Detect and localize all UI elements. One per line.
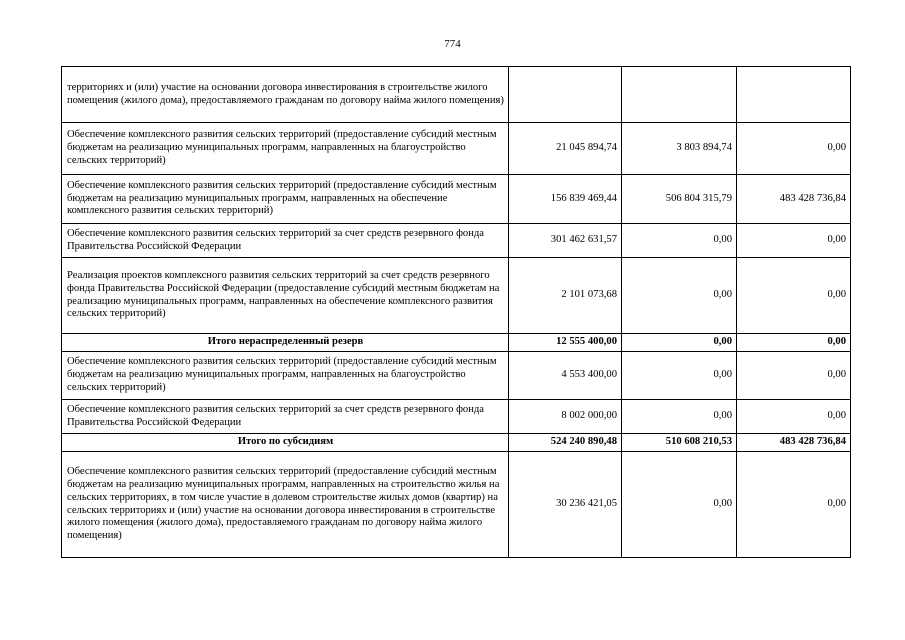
value-col-3: 0,00 <box>737 352 851 400</box>
row-description: Обеспечение комплексного развития сельских территорий (предоставление субсидий местным бюджетам на реализацию муниципальных программ, направленных на обеспечение комплексного развития сельских территорий) <box>62 175 509 224</box>
total-label: Итого по субсидиям <box>62 434 509 452</box>
subtotal-row <box>62 334 851 352</box>
value-col-3: 0,00 <box>737 123 851 175</box>
value-col-2: 0,00 <box>622 224 737 258</box>
table-body <box>62 67 851 558</box>
value-col-2: 0,00 <box>622 258 737 334</box>
value-col-2: 0,00 <box>622 400 737 434</box>
value-col-3: 0,00 <box>737 224 851 258</box>
value-col-1: 12 555 400,00 <box>509 334 622 352</box>
value-col-1: 301 462 631,57 <box>509 224 622 258</box>
value-col-1: 21 045 894,74 <box>509 123 622 175</box>
row-description: Обеспечение комплексного развития сельских территорий (предоставление субсидий местным бюджетам на реализацию муниципальных программ, направленных на благоустройство сельских территорий) <box>62 352 509 400</box>
value-col-1: 2 101 073,68 <box>509 258 622 334</box>
value-col-2: 0,00 <box>622 334 737 352</box>
value-col-1: 8 002 000,00 <box>509 400 622 434</box>
table-row <box>62 352 851 400</box>
row-description: Реализация проектов комплексного развития сельских территорий за счет средств резервного фонда Правительства Российской Федерации (предоставление субсидий местным бюджетам на реализацию муниципальных программ, направленных на обеспечение комплексного развития сельских территорий) <box>62 258 509 334</box>
value-col-3: 0,00 <box>737 452 851 558</box>
table-row <box>62 224 851 258</box>
value-col-3: 0,00 <box>737 400 851 434</box>
row-description: территориях и (или) участие на основании договора инвестирования в строительстве жилого помещения (жилого дома), предоставляемого гражданам по договору найма жилого помещения) <box>62 67 509 123</box>
value-col-3: 0,00 <box>737 334 851 352</box>
value-col-2 <box>622 67 737 123</box>
value-col-1: 156 839 469,44 <box>509 175 622 224</box>
total-row <box>62 434 851 452</box>
value-col-1: 524 240 890,48 <box>509 434 622 452</box>
value-col-3: 483 428 736,84 <box>737 434 851 452</box>
value-col-3 <box>737 67 851 123</box>
page-number: 774 <box>444 38 461 50</box>
table-row <box>62 123 851 175</box>
value-col-1: 30 236 421,05 <box>509 452 622 558</box>
value-col-2: 3 803 894,74 <box>622 123 737 175</box>
value-col-2: 506 804 315,79 <box>622 175 737 224</box>
value-col-2: 510 608 210,53 <box>622 434 737 452</box>
row-description: Обеспечение комплексного развития сельских территорий за счет средств резервного фонда Правительства Российской Федерации <box>62 400 509 434</box>
row-description: Обеспечение комплексного развития сельских территорий (предоставление субсидий местным бюджетам на реализацию муниципальных программ, направленных на благоустройство сельских территорий) <box>62 123 509 175</box>
table-row <box>62 258 851 334</box>
value-col-3: 0,00 <box>737 258 851 334</box>
table-row <box>62 175 851 224</box>
value-col-2: 0,00 <box>622 452 737 558</box>
table-row <box>62 400 851 434</box>
budget-table <box>61 66 851 558</box>
value-col-1 <box>509 67 622 123</box>
value-col-2: 0,00 <box>622 352 737 400</box>
row-description: Обеспечение комплексного развития сельских территорий за счет средств резервного фонда Правительства Российской Федерации <box>62 224 509 258</box>
row-description: Обеспечение комплексного развития сельских территорий (предоставление субсидий местным бюджетам на реализацию муниципальных программ, направленных на строительство жилья на сельских территориях, в том числе участие в долевом строительстве жилых домов (квартир) на сельских территориях и (или) участие на основании договора инвестирования в строительстве жилого помещения (жилого дома), предоставляемого гражданам по договору найма жилого помещения) <box>62 452 509 558</box>
value-col-3: 483 428 736,84 <box>737 175 851 224</box>
subtotal-label: Итого нераспределенный резерв <box>62 334 509 352</box>
table-row <box>62 452 851 558</box>
table-row <box>62 67 851 123</box>
value-col-1: 4 553 400,00 <box>509 352 622 400</box>
